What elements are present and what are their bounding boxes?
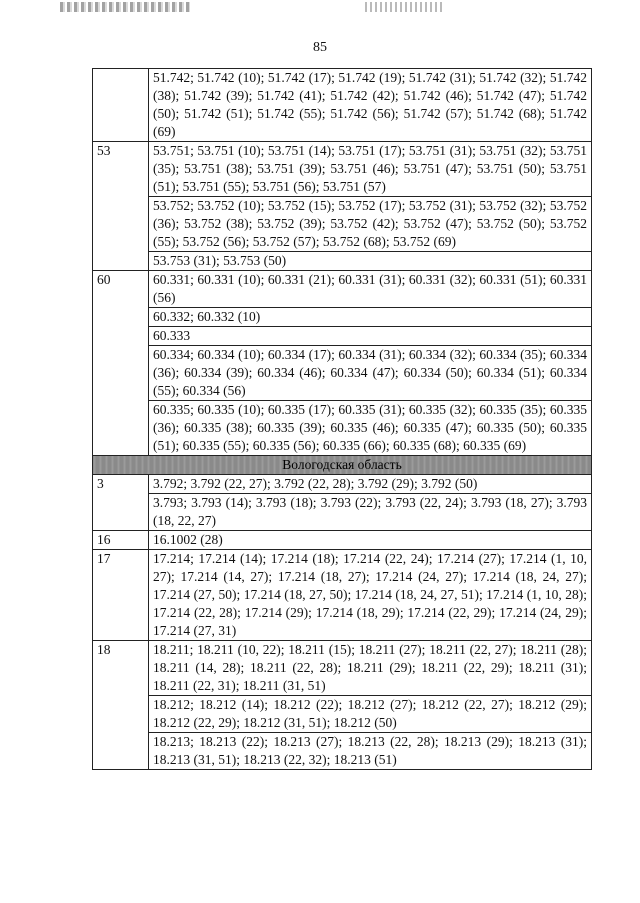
table-row — [93, 401, 592, 456]
row-code: 17 — [93, 550, 149, 641]
row-text: 60.333 — [149, 327, 592, 346]
scan-artifact-right — [365, 2, 445, 12]
table-row — [93, 475, 592, 494]
table-row — [93, 252, 592, 271]
table-row — [93, 531, 592, 550]
table-row — [93, 327, 592, 346]
table-row — [93, 550, 592, 641]
row-text: 18.212; 18.212 (14); 18.212 (22); 18.212 (27); 18.212 (22, 27); 18.212 (29); 18.212 (22, 29); 18.212 (31, 51); 18.212 (50) — [149, 696, 592, 733]
table-row — [93, 346, 592, 401]
region-header-cell — [93, 456, 592, 475]
row-text: 53.751; 53.751 (10); 53.751 (14); 53.751 (17); 53.751 (31); 53.751 (32); 53.751 (35); 53.751 (38); 53.751 (39); 53.751 (46); 53.751 (47); 53.751 (50); 53.751 (51); 53.751 (55); 53.751 (56); 53.751 (57) — [149, 142, 592, 197]
table-row — [93, 271, 592, 308]
row-text: 53.753 (31); 53.753 (50) — [149, 252, 592, 271]
row-text: 16.1002 (28) — [149, 531, 592, 550]
row-text: 60.331; 60.331 (10); 60.331 (21); 60.331 (31); 60.331 (32); 60.331 (51); 60.331 (56) — [149, 271, 592, 308]
region-header-row — [93, 456, 592, 475]
row-code: 18 — [93, 641, 149, 770]
page-number: 85 — [313, 40, 327, 55]
table-row — [93, 142, 592, 197]
table-row — [93, 696, 592, 733]
table-row — [93, 641, 592, 696]
row-code: 16 — [93, 531, 149, 550]
table-row — [93, 308, 592, 327]
row-text: 53.752; 53.752 (10); 53.752 (15); 53.752 (17); 53.752 (31); 53.752 (32); 53.752 (36); 53.752 (38); 53.752 (39); 53.752 (42); 53.752 (47); 53.752 (50); 53.752 (55); 53.752 (56); 53.752 (57); 53.752 (68); 53.752 (69) — [149, 197, 592, 252]
row-text: 51.742; 51.742 (10); 51.742 (17); 51.742 (19); 51.742 (31); 51.742 (32); 51.742 (38); 51.742 (39); 51.742 (41); 51.742 (42); 51.742 (46); 51.742 (47); 51.742 (50); 51.742 (51); 51.742 (55); 51.742 (56); 51.742 (57); 51.742 (68); 51.742 (69) — [149, 69, 592, 142]
row-code: 60 — [93, 271, 149, 456]
table-row — [93, 69, 592, 142]
row-text: 60.335; 60.335 (10); 60.335 (17); 60.335 (31); 60.335 (32); 60.335 (35); 60.335 (36); 60.335 (38); 60.335 (39); 60.335 (46); 60.335 (47); 60.335 (50); 60.335 (51); 60.335 (55); 60.335 (56); 60.335 (66); 60.335 (68); 60.335 (69) — [149, 401, 592, 456]
codes-table — [92, 68, 592, 770]
row-text: 60.334; 60.334 (10); 60.334 (17); 60.334 (31); 60.334 (32); 60.334 (35); 60.334 (36); 60.334 (39); 60.334 (46); 60.334 (47); 60.334 (50); 60.334 (51); 60.334 (55); 60.334 (56) — [149, 346, 592, 401]
row-code — [93, 69, 149, 142]
row-text: 3.793; 3.793 (14); 3.793 (18); 3.793 (22); 3.793 (22, 24); 3.793 (18, 27); 3.793 (18, 22, 27) — [149, 494, 592, 531]
row-text: 18.211; 18.211 (10, 22); 18.211 (15); 18.211 (27); 18.211 (22, 27); 18.211 (28); 18.211 (14, 28); 18.211 (22, 28); 18.211 (29); 18.211 (22, 29); 18.211 (31); 18.211 (22, 31); 18.211 (31, 51) — [149, 641, 592, 696]
row-text: 17.214; 17.214 (14); 17.214 (18); 17.214 (22, 24); 17.214 (27); 17.214 (1, 10, 27); 17.214 (14, 27); 17.214 (18, 27); 17.214 (24, 27); 17.214 (18, 24, 27); 17.214 (27, 50); 17.214 (18, 27, 50); 17.214 (18, 24, 27, 51); 17.214 (1, 10, 28); 17.214 (22, 28); 17.214 (29); 17.214 (18, 29); 17.214 (22, 29); 17.214 (24, 29); 17.214 (27, 31) — [149, 550, 592, 641]
region-title: Вологодская область — [282, 457, 402, 472]
row-code: 3 — [93, 475, 149, 531]
row-text: 18.213; 18.213 (22); 18.213 (27); 18.213 (22, 28); 18.213 (29); 18.213 (31); 18.213 (31, 51); 18.213 (22, 32); 18.213 (51) — [149, 733, 592, 770]
scan-artifact-left — [60, 2, 190, 12]
table-row — [93, 733, 592, 770]
table-row — [93, 494, 592, 531]
row-text: 3.792; 3.792 (22, 27); 3.792 (22, 28); 3.792 (29); 3.792 (50) — [149, 475, 592, 494]
table-row — [93, 197, 592, 252]
row-code: 53 — [93, 142, 149, 271]
row-text: 60.332; 60.332 (10) — [149, 308, 592, 327]
